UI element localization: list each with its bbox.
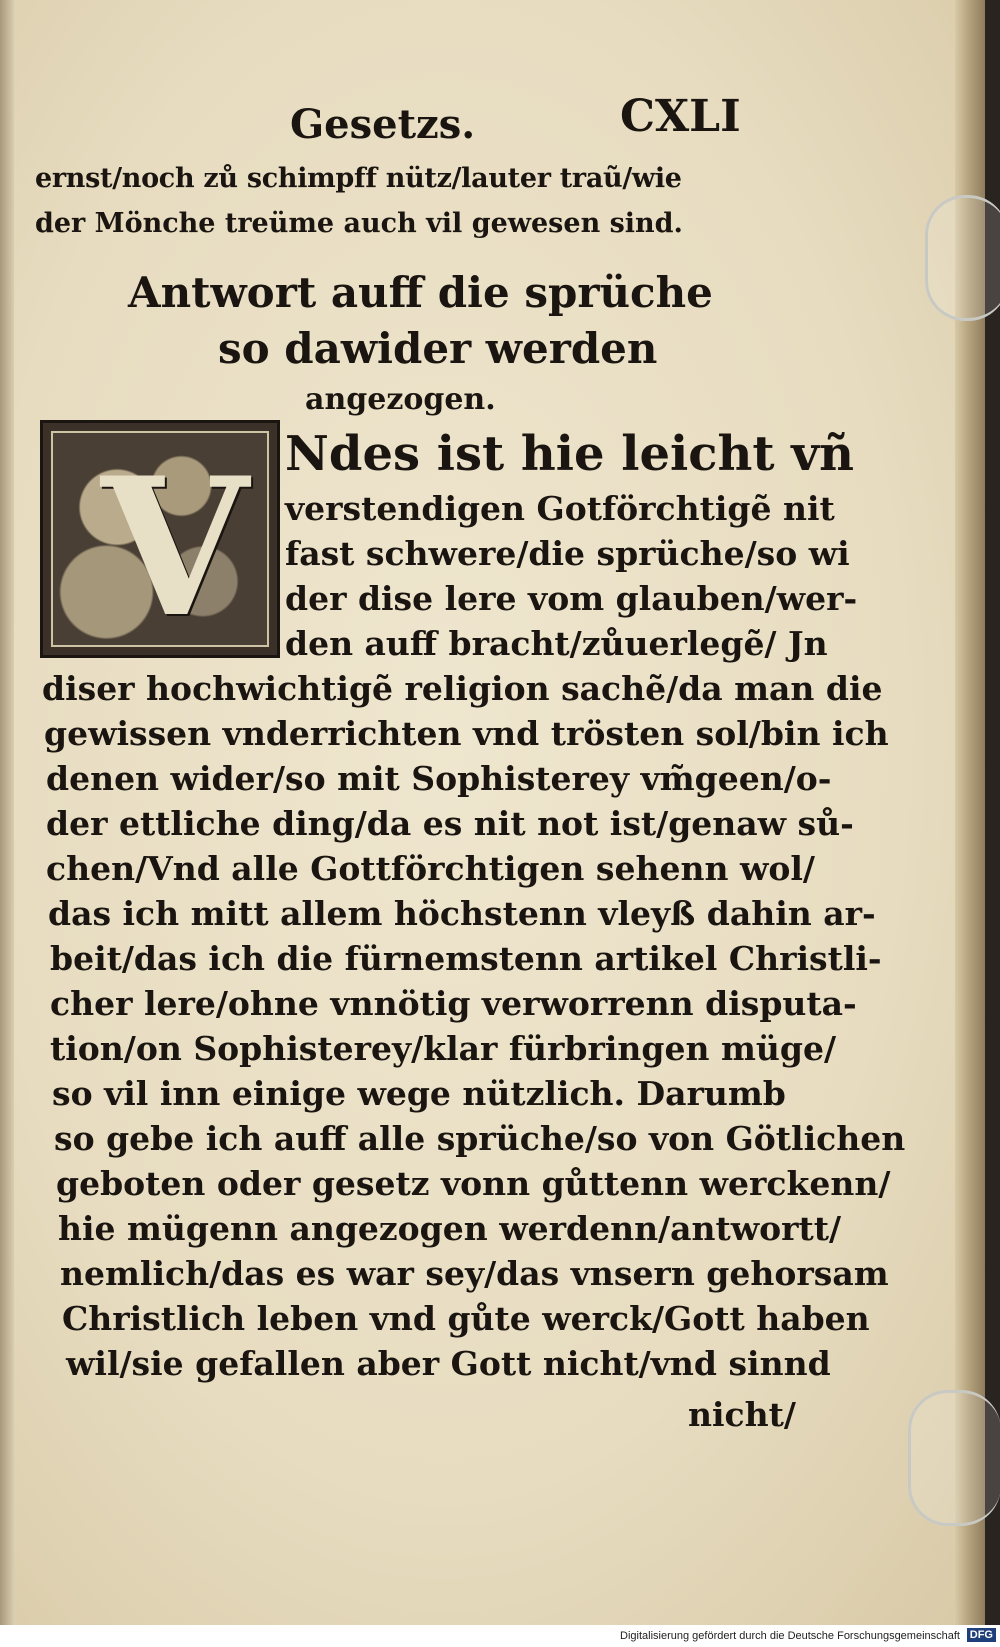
- body-line: der ettliche ding/da es nit not ist/genaw sů-: [46, 804, 854, 843]
- first-line: Ndes ist hie leicht vñ: [285, 426, 855, 482]
- body-line: chen/Vnd alle Gottförchtigen sehenn wol/: [46, 849, 815, 888]
- dfg-logo: DFG: [967, 1628, 996, 1642]
- body-line: beit/das ich die fürnemstenn artikel Christli-: [50, 939, 882, 978]
- catchword: nicht/: [688, 1395, 796, 1434]
- body-line: geboten oder gesetz vonn gůttenn werckenn/: [56, 1164, 891, 1203]
- body-line: cher lere/ohne vnnötig verworrenn disputa-: [50, 984, 857, 1023]
- folio-number: CXLI: [620, 91, 741, 142]
- body-line: nemlich/das es war sey/das vnsern gehorsam: [60, 1254, 889, 1293]
- section-heading-line: Antwort auff die sprüche: [128, 268, 713, 317]
- decorated-initial: [40, 420, 280, 658]
- body-line: den auff bracht/zůuerlegẽ/ Jn: [285, 624, 828, 663]
- running-head: Gesetzs.: [290, 101, 476, 148]
- section-heading-line: so dawider werden: [218, 324, 658, 373]
- body-line: gewissen vnderrichten vnd trösten sol/bin ich: [44, 714, 889, 753]
- body-line: das ich mitt allem höchstenn vleyß dahin ar-: [48, 894, 876, 933]
- body-line: der dise lere vom glauben/wer-: [285, 579, 858, 618]
- body-line: diser hochwichtigẽ religion sachẽ/da man die: [42, 669, 883, 708]
- carry-line: ernst/noch zů schimpff nütz/lauter traũ/wie: [35, 163, 682, 194]
- page-clip-top: [925, 195, 1000, 321]
- body-line: so vil inn einige wege nützlich. Darumb: [52, 1074, 786, 1113]
- body-line: wil/sie gefallen aber Gott nicht/vnd sinnd: [66, 1344, 831, 1383]
- footer-bar: [0, 1625, 1000, 1647]
- body-line: verstendigen Gotförchtigẽ nit: [285, 489, 835, 528]
- page-clip-bottom: [908, 1390, 1000, 1526]
- body-line: fast schwere/die sprüche/so wi: [285, 534, 850, 573]
- carry-line: der Mönche treüme auch vil gewesen sind.: [35, 208, 683, 239]
- body-line: so gebe ich auff alle sprüche/so von Götlichen: [54, 1119, 906, 1158]
- body-line: denen wider/so mit Sophisterey vm̃geen/o-: [46, 759, 832, 798]
- footer-credit: Digitalisierung gefördert durch die Deutsche Forschungsgemeinschaft: [620, 1630, 960, 1642]
- section-heading-line: angezogen.: [305, 382, 496, 417]
- body-line: hie mügenn angezogen werdenn/antwortt/: [58, 1209, 842, 1248]
- body-line: Christlich leben vnd gůte werck/Gott haben: [62, 1299, 870, 1338]
- initial-letter: V: [101, 436, 249, 658]
- body-line: tion/on Sophisterey/klar fürbringen müge/: [50, 1029, 837, 1068]
- page-spine-shadow: [0, 0, 14, 1625]
